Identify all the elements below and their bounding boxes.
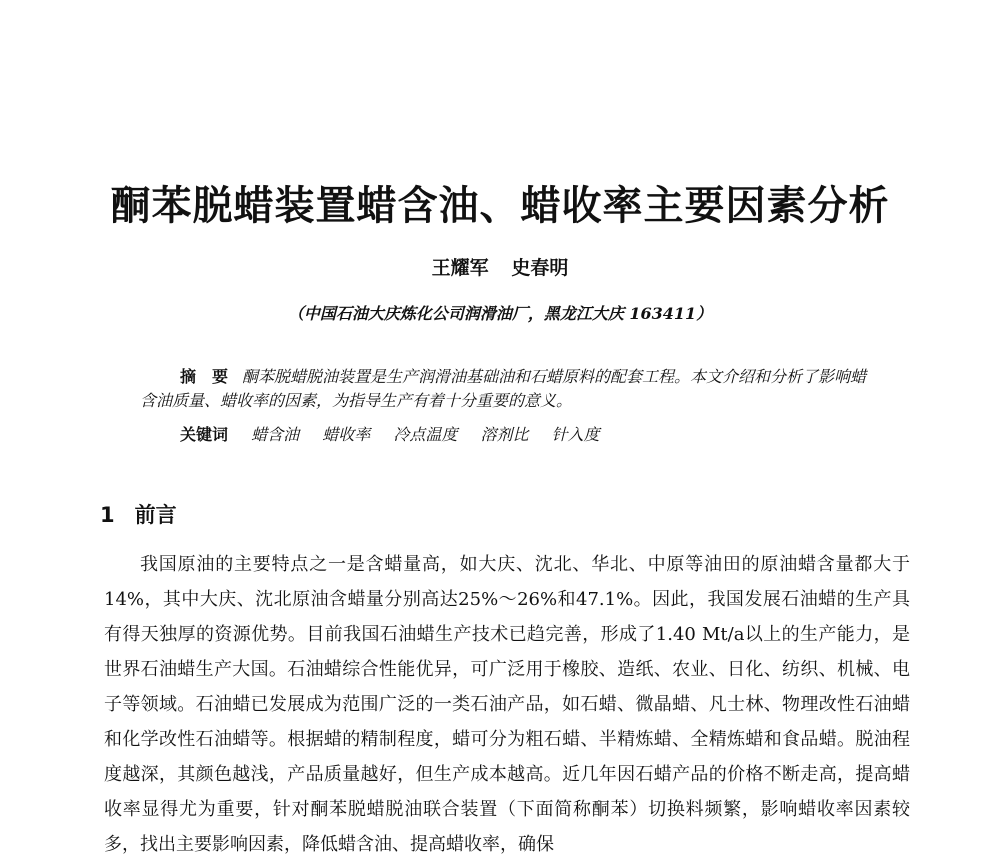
section-number: 1 (100, 503, 115, 527)
author-name: 王耀军 (431, 257, 489, 279)
abstract (140, 365, 875, 413)
keyword: 蜡收率 (322, 425, 371, 444)
keyword: 针入度 (551, 425, 600, 444)
abstract-label: 摘 要 (180, 367, 229, 386)
abstract-text: 酮苯脱蜡脱油装置是生产润滑油基础油和石蜡原料的配套工程。本文介绍和分析了影响蜡含油质量、蜡收率的因素，为指导生产有着十分重要的意义。 (140, 367, 867, 410)
abstract-paragraph (140, 365, 875, 413)
keyword: 蜡含油 (251, 425, 300, 444)
keywords (180, 423, 880, 447)
author-name: 史春明 (511, 257, 569, 279)
paper-title: 酮苯脱蜡装置蜡含油、蜡收率主要因素分析 (110, 183, 890, 229)
section-heading (100, 500, 177, 530)
section-title: 前言 (134, 503, 177, 527)
affiliation: （中国石油大庆炼化公司润滑油厂，黑龙江大庆 163411） (287, 304, 713, 323)
author-list (0, 254, 1000, 282)
keyword: 冷点温度 (393, 425, 458, 444)
keywords-label: 关键词 (180, 425, 229, 444)
keyword: 溶剂比 (480, 425, 529, 444)
body-paragraph: 我国原油的主要特点之一是含蜡量高，如大庆、沈北、华北、中原等油田的原油蜡含量都大于14%，其中大庆、沈北原油含蜡量分别高达25%～26%和47.1%。因此，我国发展石油蜡的生产具有得天独厚的资源优势。目前我国石油蜡生产技术已趋完善，形成了1.40 Mt/a以上的生产能力，是世界石油蜡生产大国。石油蜡综合性能优异，可广泛用于橡胶、造纸、农业、日化、纺织、机械、电子等领域。石油蜡已发展成为范围广泛的一类石油产品，如石蜡、微晶蜡、凡士林、物理改性石油蜡和化学改性石油蜡等。根据蜡的精制程度，蜡可分为粗石蜡、半精炼蜡、全精炼蜡和食品蜡。脱油程度越深，其颜色越浅，产品质量越好，但生产成本越高。近几年因石蜡产品的价格不断走高，提高蜡收率显得尤为重要，针对酮苯脱蜡脱油联合装置（下面简称酮苯）切换料频繁，影响蜡收率因素较多，找出主要影响因素，降低蜡含油、提高蜡收率，确保 (104, 554, 910, 855)
body-text (104, 547, 910, 862)
